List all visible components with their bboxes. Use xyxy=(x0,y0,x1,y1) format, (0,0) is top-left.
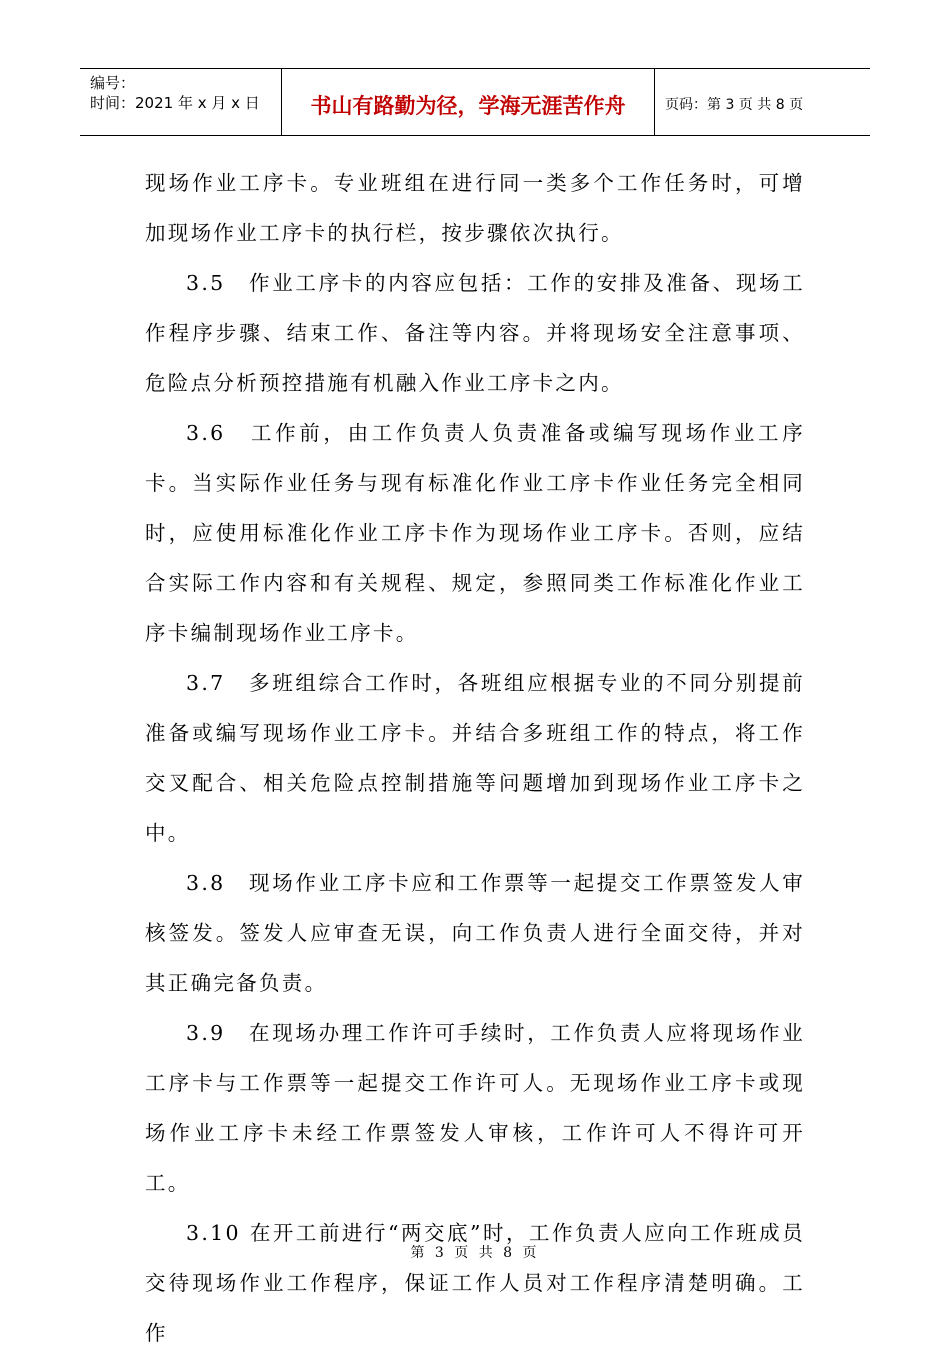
paragraph-3-6: 3.6 工作前，由工作负责人负责准备或编写现场作业工序卡。当实际作业任务与现有标准化作业工序卡作业任务完全相同时，应使用标准化作业工序卡作为现场作业工序卡。否则，应结合实际工作内容和有关规程、规定，参照同类工作标准化作业工序卡编制现场作业工序卡。 xyxy=(145,421,805,645)
paragraph-3-5: 3.5 作业工序卡的内容应包括：工作的安排及准备、现场工作程序步骤、结束工作、备注等内容。并将现场安全注意事项、危险点分析预控措施有机融入作业工序卡之内。 xyxy=(145,271,805,395)
paragraph-continuation: 现场作业工序卡。专业班组在进行同一类多个工作任务时，可增加现场作业工序卡的执行栏，按步骤依次执行。 xyxy=(145,171,805,245)
header-page-info: 页码：第 3 页 共 8 页 xyxy=(665,97,804,113)
page-header xyxy=(80,68,870,136)
paragraph-3-10: 3.10 在开工前进行“两交底”时，工作负责人应向工作班成员交待现场作业工作程序，保证工作人员对工作程序清楚明确。工作 xyxy=(145,1221,805,1345)
paragraph-3-9: 3.9 在现场办理工作许可手续时，工作负责人应将现场作业工序卡与工作票等一起提交工作许可人。无现场作业工序卡或现场作业工序卡未经工作票签发人审核，工作许可人不得许可开工。 xyxy=(145,1021,805,1195)
paragraph-3-7: 3.7 多班组综合工作时，各班组应根据专业的不同分别提前准备或编写现场作业工序卡。并结合多班组工作的特点，将工作交叉配合、相关危险点控制措施等问题增加到现场作业工序卡之中。 xyxy=(145,671,805,845)
document-body xyxy=(145,158,805,1358)
document-number-label: 编号： xyxy=(90,74,136,92)
page-footer: 第 3 页 共 8 页 xyxy=(410,1245,540,1261)
document-time-label: 时间：2021 年 x 月 x 日 xyxy=(90,94,260,112)
paragraph-3-8: 3.8 现场作业工序卡应和工作票等一起提交工作票签发人审核签发。签发人应审查无误，向工作负责人进行全面交待，并对其正确完备负责。 xyxy=(145,871,805,995)
header-meta xyxy=(80,69,282,135)
header-motto: 书山有路勤为径，学海无涯苦作舟 xyxy=(282,69,655,135)
